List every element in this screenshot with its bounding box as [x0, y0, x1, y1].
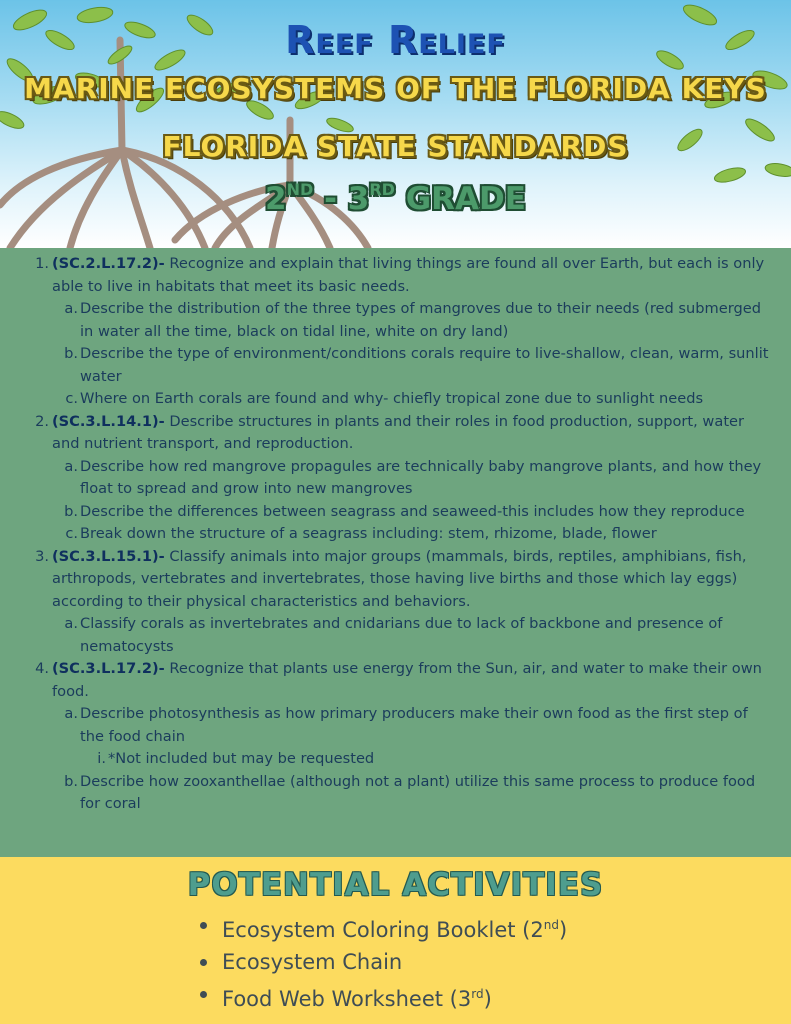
bullet-icon	[200, 922, 207, 929]
sub-item-text: Describe the distribution of the three types of mangroves due to their needs (red submerged in water all the time, black on tidal line, white on dry land)	[80, 300, 761, 340]
list-marker: 1.	[35, 255, 49, 272]
activity-text-end: )	[483, 987, 492, 1011]
page-title: MARINE ECOSYSTEMS OF THE FLORIDA KEYS	[24, 72, 767, 105]
list-marker: 4.	[35, 660, 49, 677]
standard-text: Recognize and explain that living things are found all over Earth, but each is only able to live in habitats that meet its basic needs.	[52, 255, 765, 295]
activity-item	[200, 909, 567, 946]
standards-section	[0, 248, 791, 857]
grade-word: GRADE	[394, 181, 526, 217]
list-marker: a.	[64, 615, 78, 632]
grade-second-suffix: RD	[369, 180, 395, 199]
sub-item	[30, 343, 770, 388]
list-marker: b.	[64, 345, 78, 362]
list-marker: a.	[64, 300, 78, 317]
grade-first-number: 2	[265, 181, 287, 217]
sub-item-text: *Not included but may be requested	[108, 750, 375, 767]
standard-code: (SC.2.L.17.2)-	[52, 255, 165, 272]
sub-item-text: Describe the differences between seagrass and seaweed-this includes how they reproduce	[80, 502, 745, 520]
bullet-icon	[200, 991, 207, 998]
sub-item-text: Describe photosynthesis as how primary producers make their own food as the first step of the food chain	[80, 705, 748, 745]
activity-text: Ecosystem Coloring Booklet (2	[222, 918, 544, 942]
list-marker: b.	[64, 502, 78, 520]
activity-text-end: )	[558, 918, 568, 942]
sub-item-text: Describe how red mangrove propagules are technically baby mangrove plants, and how they float to spread and grow into new mangroves	[80, 457, 762, 497]
standard-code: (SC.3.L.14.1)-	[52, 412, 165, 430]
sub-item-text: Break down the structure of a seagrass including: stem, rhizome, blade, flower	[80, 525, 657, 542]
standard-item	[30, 253, 770, 298]
list-marker: a.	[64, 457, 78, 475]
standard-item	[30, 411, 770, 456]
sub-item	[30, 523, 770, 546]
activity-text: Ecosystem Chain	[222, 950, 403, 974]
activity-text: Food Web Worksheet (3	[222, 987, 472, 1011]
activity-superscript: rd	[471, 987, 484, 1001]
sub-item-text: Where on Earth corals are found and why- chiefly tropical zone due to sunlight needs	[80, 390, 704, 407]
header-banner	[0, 0, 791, 248]
sub-sub-item	[30, 748, 770, 771]
list-marker: 3.	[35, 547, 49, 565]
activity-superscript: nd	[543, 918, 559, 932]
sub-item	[30, 703, 770, 748]
sub-item	[30, 388, 770, 411]
list-marker: i.	[97, 750, 106, 767]
list-marker: 2.	[35, 412, 49, 430]
activity-item	[200, 978, 567, 1015]
standard-code: (SC.3.L.15.1)-	[52, 547, 165, 565]
sub-item	[30, 501, 770, 524]
grade-first-suffix: ND	[286, 180, 314, 199]
page-subtitle: FLORIDA STATE STANDARDS	[162, 130, 629, 163]
activities-list	[200, 909, 567, 1015]
brand-logo-text: Reef Relief	[285, 18, 506, 62]
list-marker: c.	[65, 390, 78, 407]
sub-item	[30, 298, 770, 343]
standard-text: Describe structures in plants and their roles in food production, support, water and nutrient transport, and reproduction.	[52, 412, 745, 452]
standard-code: (SC.3.L.17.2)-	[52, 660, 165, 677]
standard-text: Classify animals into major groups (mammals, birds, reptiles, amphibians, fish, arthropods, vertebrates and invertebrates, those having live births and those which lay eggs) according to their physical characteristics and behaviors.	[52, 547, 747, 610]
activities-section	[0, 857, 791, 1024]
sub-item-text: Classify corals as invertebrates and cnidarians due to lack of backbone and presence of nematocysts	[80, 615, 723, 655]
list-marker: c.	[65, 525, 78, 542]
standard-item	[30, 546, 770, 614]
standards-list	[30, 253, 770, 816]
bullet-icon	[200, 959, 207, 966]
sub-item	[30, 613, 770, 658]
activities-title: POTENTIAL ACTIVITIES	[187, 867, 604, 903]
sub-item-text: Describe how zooxanthellae (although not a plant) utilize this same process to produce food for coral	[80, 772, 756, 812]
list-marker: b.	[64, 772, 78, 790]
standard-item	[30, 658, 770, 703]
sub-item-text: Describe the type of environment/conditions corals require to live-shallow, clean, warm, sunlit water	[80, 345, 769, 385]
list-marker: a.	[64, 705, 78, 722]
grade-separator: -	[313, 181, 348, 217]
sub-item	[30, 771, 770, 816]
grade-second-number: 3	[347, 181, 370, 217]
standard-text: Recognize that plants use energy from the Sun, air, and water to make their own food.	[52, 660, 762, 700]
sub-item	[30, 456, 770, 501]
activity-item	[200, 946, 567, 978]
grade-level	[0, 180, 791, 217]
